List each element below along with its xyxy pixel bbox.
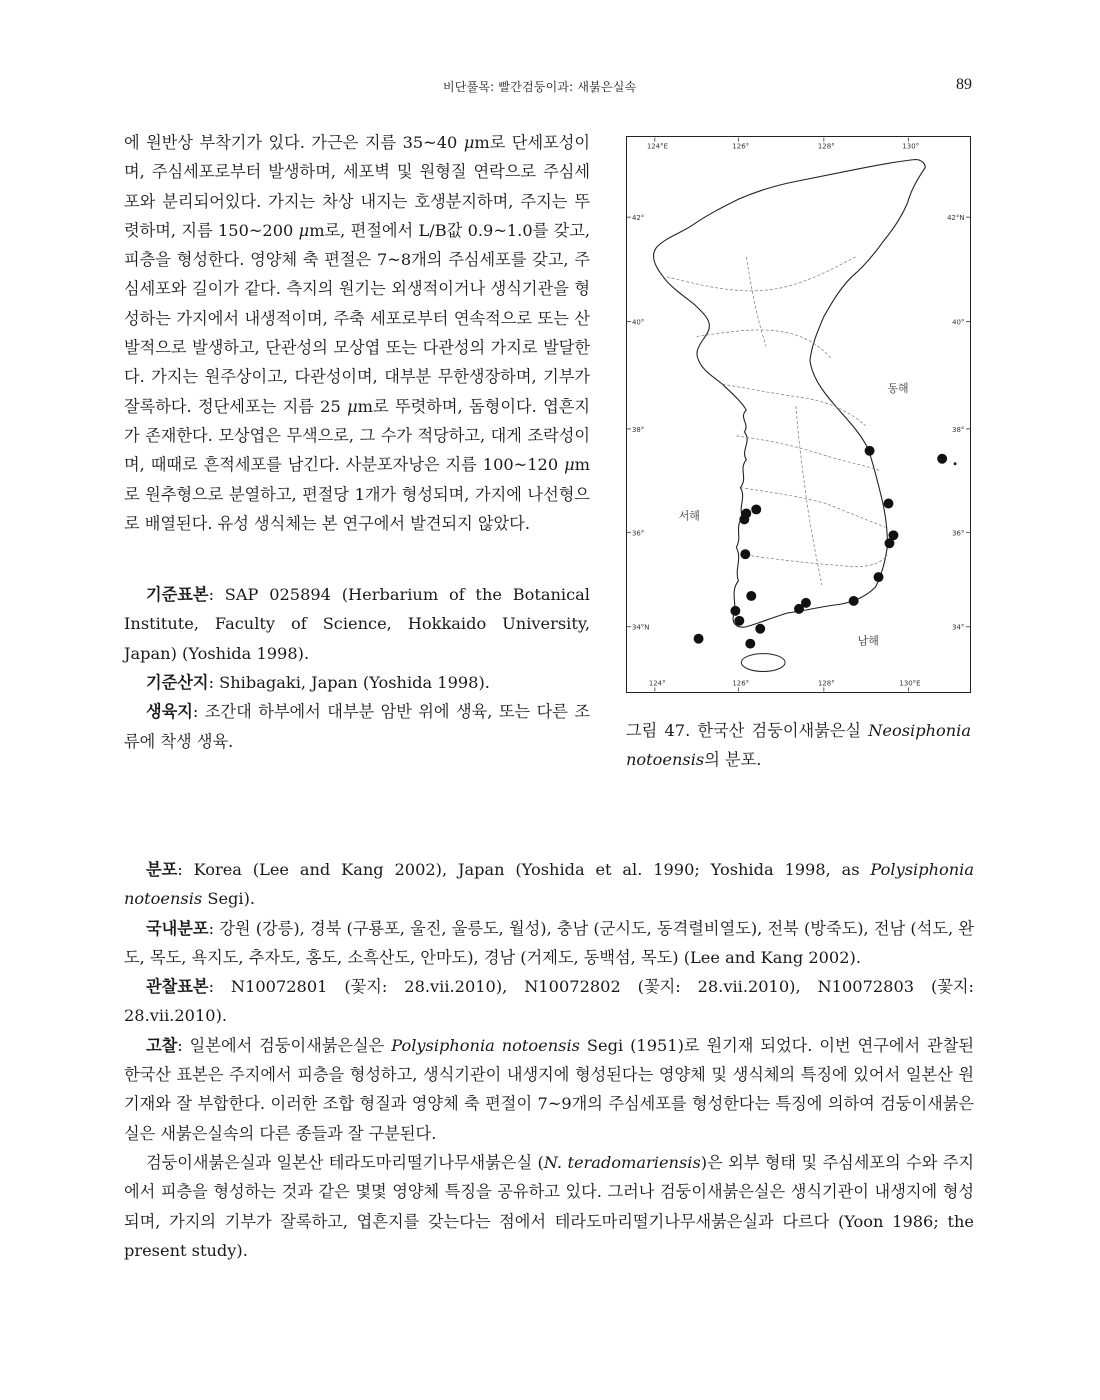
text-run: Segi). xyxy=(202,889,256,909)
tick-bottom-0: 124° xyxy=(648,679,666,688)
tick-right-0: 42°N xyxy=(947,214,965,223)
domestic-label: 국내분포 xyxy=(146,918,209,938)
korea-map-svg xyxy=(627,137,970,692)
distribution-paragraph xyxy=(124,855,974,914)
habitat-paragraph xyxy=(124,697,590,756)
occurrence-point xyxy=(755,624,765,634)
occurrence-point xyxy=(937,454,947,464)
occurrence-point xyxy=(874,572,884,582)
occurrence-point xyxy=(745,639,755,649)
mu-symbol: μ xyxy=(463,133,475,152)
type-locality-paragraph xyxy=(124,668,590,697)
distribution-label: 분포 xyxy=(146,860,178,879)
type-locality-label: 기준산지 xyxy=(146,673,209,693)
tick-top-1: 126° xyxy=(732,142,750,151)
text-run: m로 뚜렷하며, 돔형이다. 엽흔지가 존재한다. 모상엽은 무색으로, 그 수가 적당하고, 대게 조락성이며, 때때로 흔적세포를 남긴다. 사분포자낭은 지름 100~120 xyxy=(124,396,590,475)
habitat-text: : 조간대 하부에서 대부분 암반 위에 생육, 또는 다른 조류에 착생 생육. xyxy=(124,702,590,751)
occurrence-point xyxy=(794,604,804,614)
sea-label-west: 서해 xyxy=(678,509,700,523)
text-run: m로, 편절에서 L/B값 0.9~1.0를 갖고, 피층을 형성한다. 영양체 축 편절은 7~8개의 주심세포를 갖고, 주심세포와 길이가 같다. 측지의 원기는 외생적이거나 생식기관을 형성하는 가지에서 내생적이며, 주축 세포로부터 연속적으로 또는 산발적으로 발생하고, 단관성의 모상엽 또는 다관성의 가지로 발달한다. 가지는 원주상이고, 다관성이며, 대부분 무한생장하며, 기부가 잘록하다. 정단세포는 지름 25 xyxy=(124,220,590,416)
occurrence-point xyxy=(739,514,749,524)
text-run: )은 외부 형태 및 주심세포의 수와 주지에서 피층을 형성하는 것과 같은 몇몇 영양체 특징을 공유하고 있다. 그러나 검둥이새붉은실은 생식기관이 내생지에 형성되며, 가지의 기부가 잘록하고, 엽흔지를 갖는다는 점에서 테라도마리떨기나무새붉은실과 다르다 (Yoon 1986; the present study). xyxy=(124,1152,975,1260)
mu-symbol: μ xyxy=(298,220,310,240)
type-locality-text: : Shibagaki, Japan (Yoshida 1998). xyxy=(208,673,490,693)
occurrence-point xyxy=(740,549,750,559)
left-column xyxy=(124,128,590,756)
text-run: : N10072801 (꽃지: 28.vii.2010), N10072802 (꽃지: 28.vii.2010), N10072803 (꽃지: 28.vii.2010). xyxy=(124,977,974,1026)
text-run: : Korea (Lee and Kang 2002), Japan (Yoshida et al. 1990; Yoshida 1998, as xyxy=(177,860,871,879)
tick-left-0: 42° xyxy=(631,214,645,223)
species-name: Polysiphonia notoensis xyxy=(124,860,974,909)
full-width-body xyxy=(124,855,974,1265)
tick-right-1: 40° xyxy=(952,318,965,327)
occurrence-point xyxy=(694,634,704,644)
comparison-paragraph xyxy=(124,1148,974,1265)
page-header xyxy=(0,76,1100,100)
occurrence-point xyxy=(849,596,859,606)
tick-bottom-3: 130°E xyxy=(899,679,921,688)
tick-left-4: 34°N xyxy=(631,623,650,632)
tick-right-2: 38° xyxy=(952,425,965,434)
tick-left-2: 38° xyxy=(631,425,645,434)
figure-caption xyxy=(626,716,971,774)
tick-right-4: 34° xyxy=(952,623,965,632)
occurrence-point xyxy=(884,538,894,548)
text-run: : 일본에서 검둥이새붉은실은 xyxy=(177,1035,392,1055)
tick-top-2: 128° xyxy=(817,142,835,151)
type-specimen-paragraph xyxy=(124,580,590,668)
examined-label: 관찰표본 xyxy=(146,977,209,997)
mu-symbol: μ xyxy=(564,455,575,475)
mu-symbol: μ xyxy=(347,396,358,416)
caption-species: Neosiphonia notoensis xyxy=(626,721,971,769)
tick-left-1: 40° xyxy=(631,318,645,327)
caption-suffix: 의 분포. xyxy=(704,750,762,769)
description-paragraph xyxy=(124,128,590,538)
text-run: 에 원반상 부착기가 있다. 가근은 지름 35~40 xyxy=(124,133,464,152)
tick-top-0: 124°E xyxy=(646,142,668,151)
running-head: 비단풀목: 빨간검둥이과: 새붉은실속 xyxy=(443,80,637,94)
species-name: N. teradomariensis xyxy=(543,1152,701,1172)
occurrence-point xyxy=(746,591,756,601)
domestic-paragraph xyxy=(124,914,974,973)
tick-right-3: 36° xyxy=(952,529,965,538)
type-specimen-text: : SAP 025894 (Herbarium of the Botanical Institute, Faculty of Science, Hokkaido University, Japan) (Yoshida 1998). xyxy=(124,585,590,663)
page-number: 89 xyxy=(956,76,972,93)
occurrence-point xyxy=(751,504,761,514)
examined-paragraph xyxy=(124,972,974,1031)
occurrence-point xyxy=(865,446,875,456)
distribution-map xyxy=(626,136,971,693)
caption-prefix: 그림 47. 한국산 검둥이새붉은실 xyxy=(626,721,869,740)
sea-label-south: 남해 xyxy=(857,634,879,648)
remarks-label: 고찰 xyxy=(146,1035,178,1055)
text-run: : 강원 (강릉), 경북 (구룡포, 울진, 울릉도, 월성), 충남 (군시도, 동격렬비열도), 전북 (방죽도), 전남 (석도, 완도, 목도, 욕지도, 추자도, 홍도, 소흑산도, 안마도), 경남 (거제도, 동백섬, 목도) (Lee and Kang 2002). xyxy=(124,918,974,967)
text-run: m로 단세포성이며, 주심세포로부터 발생하며, 세포벽 및 원형질 연락으로 주심세포와 분리되어있다. 가지는 차상 내지는 호생분지하며, 주지는 뚜렷하며, 지름 150~200 xyxy=(124,133,590,240)
text-run: Segi (1951)로 원기재 되었다. 이번 연구에서 관찰된 한국산 표본은 주지에서 피층을 형성하고, 생식기관이 내생지에 형성된다는 영양체 및 생식체의 특징에 있어서 일본산 원기재와 잘 부합한다. 이러한 조합 형질과 영양체 축 편절이 7~9개의 주심세포를 형성한다는 특징에 의하여 검둥이새붉은실은 새붉은실속의 다른 종들과 잘 구분된다. xyxy=(124,1035,974,1143)
caption-text xyxy=(626,716,971,774)
text-run: 검둥이새붉은실과 일본산 테라도마리떨기나무새붉은실 ( xyxy=(146,1152,544,1172)
occurrence-point xyxy=(884,499,894,509)
sea-label-east: 동해 xyxy=(887,382,909,396)
habitat-label: 생육지 xyxy=(146,702,193,722)
jeju-island xyxy=(741,654,785,672)
tick-top-3: 130° xyxy=(902,142,920,151)
tick-left-3: 36° xyxy=(631,529,645,538)
text-run: m로 원추형으로 분열하고, 편절당 1개가 형성되며, 가지에 나선형으로 배열된다. 유성 생식체는 본 연구에서 발견되지 않았다. xyxy=(124,455,590,533)
tick-bottom-2: 128° xyxy=(817,679,835,688)
occurrence-point xyxy=(730,606,740,616)
occurrence-point xyxy=(734,616,744,626)
peninsula-outline xyxy=(654,159,926,627)
type-specimen-label: 기준표본 xyxy=(146,585,209,605)
ulleungdo xyxy=(954,462,957,465)
remarks-paragraph xyxy=(124,1031,974,1148)
species-name: Polysiphonia notoensis xyxy=(391,1035,580,1055)
tick-bottom-1: 126° xyxy=(732,679,750,688)
